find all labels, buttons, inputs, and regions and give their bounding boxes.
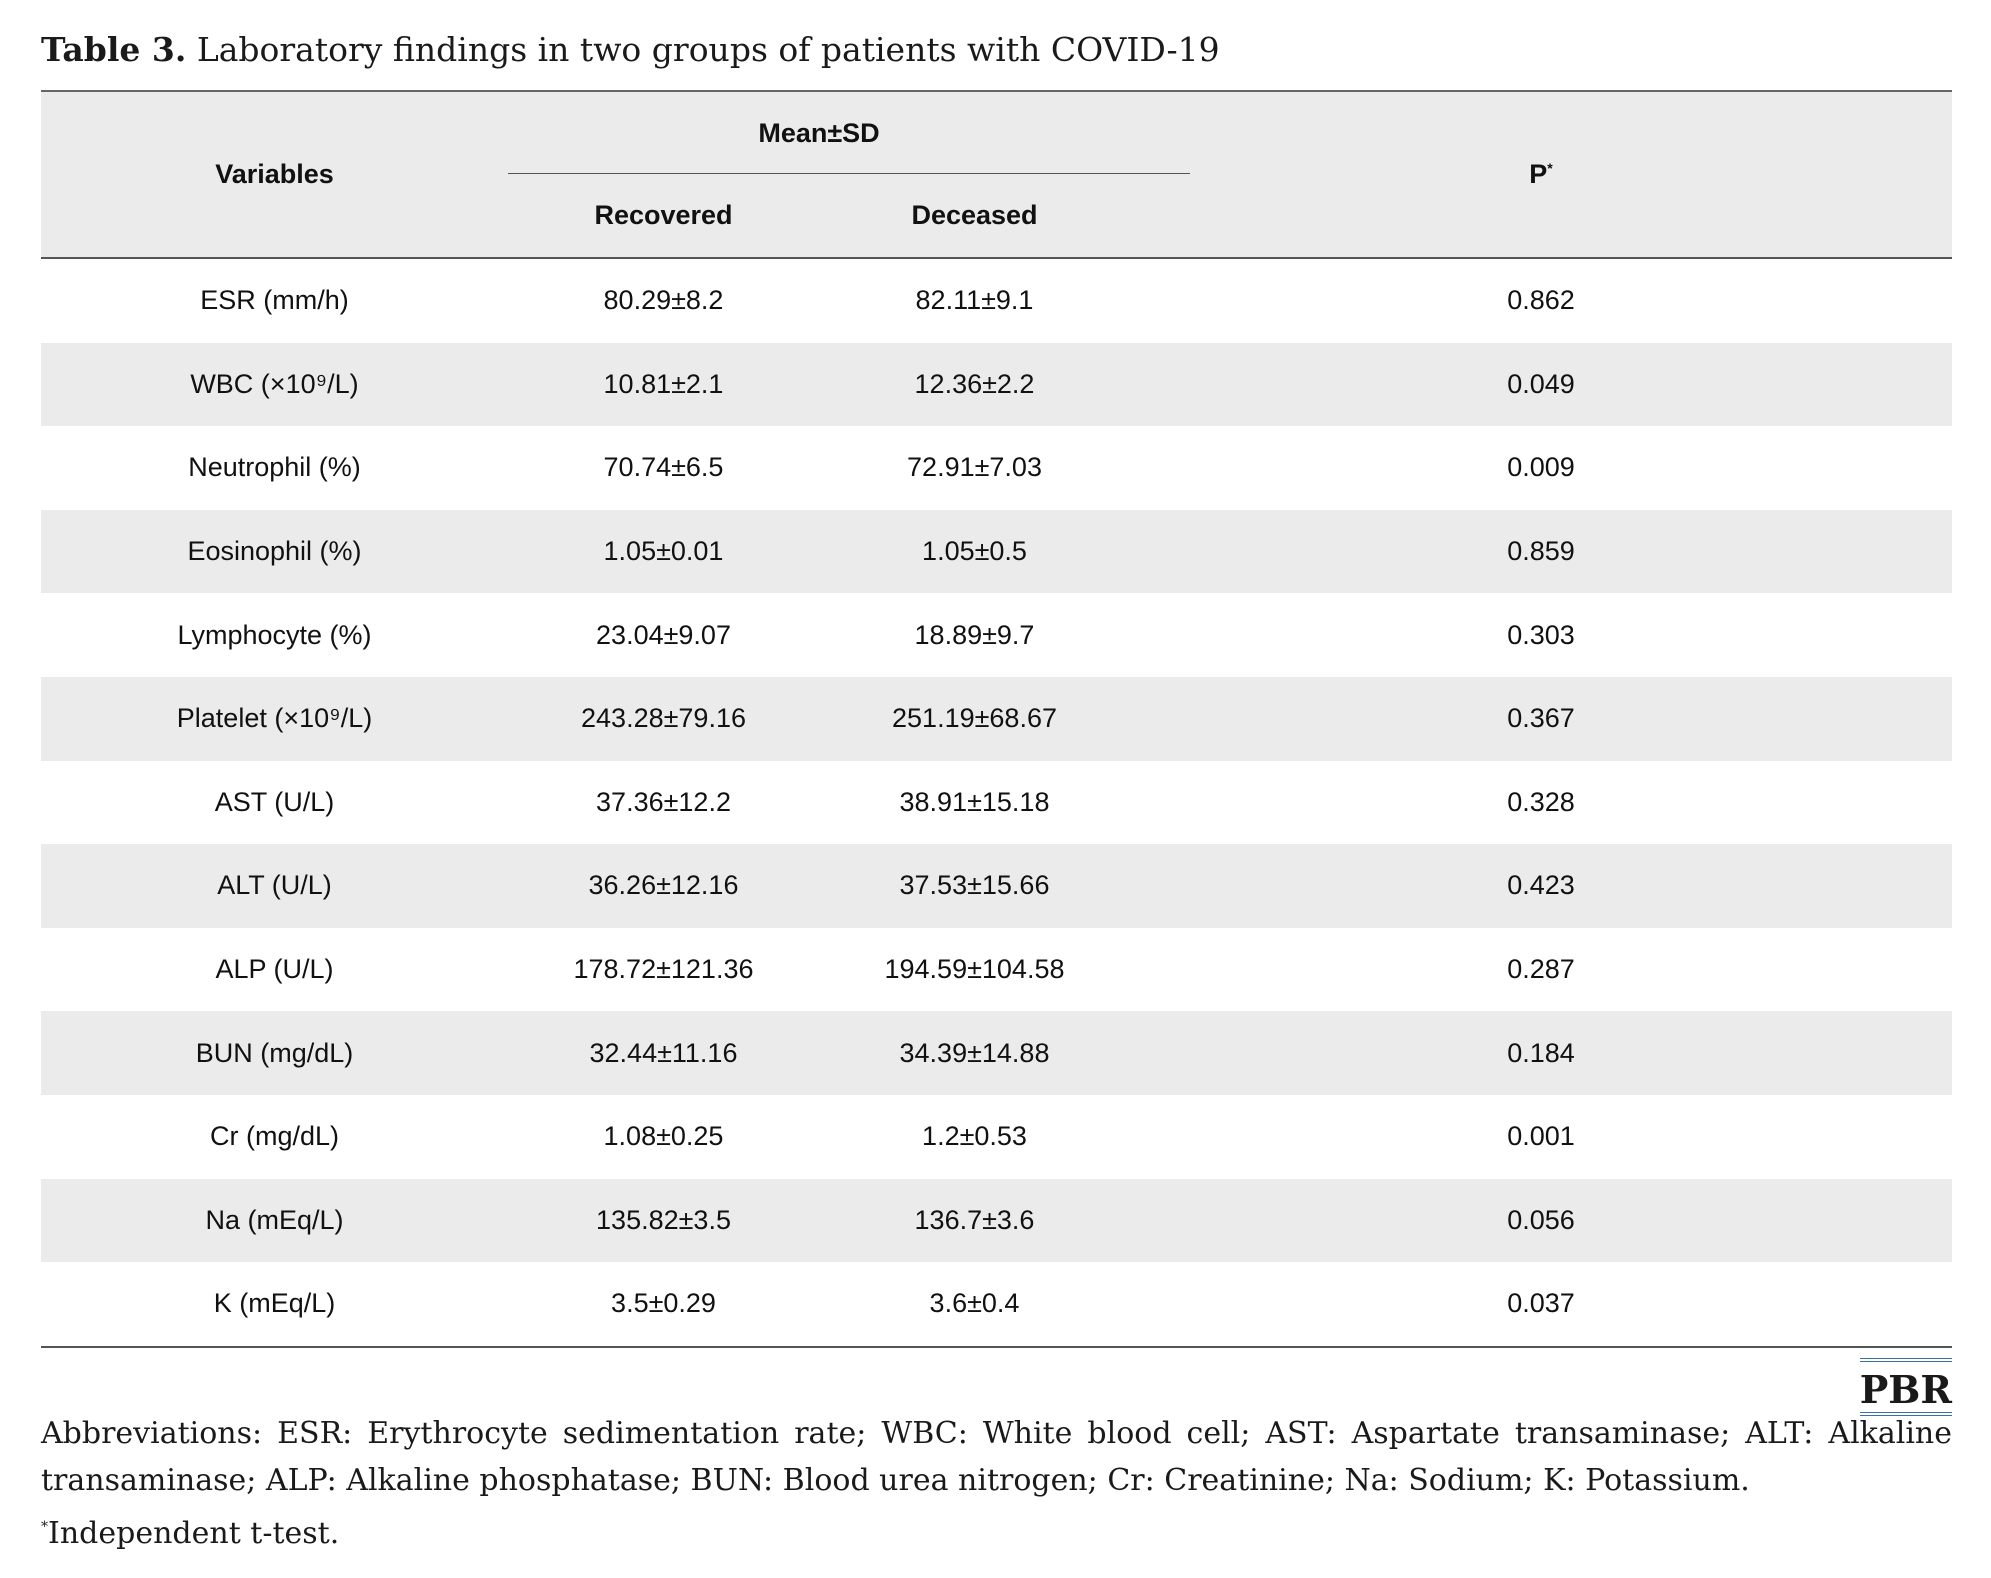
- table-row: [41, 343, 1952, 427]
- cell-variable: Neutrophil (%): [188, 452, 361, 483]
- caption-label: Table 3.: [41, 30, 187, 69]
- abbreviations-footnote: Abbreviations: ESR: Erythrocyte sedimentation rate; WBC: White blood cell; AST: Aspartate transaminase; ALT: Alkaline transaminase; ALP: Alkaline phosphatase; BUN: Blood urea nitrogen; Cr: Creatinine; Na: Sodium; K: Potassium.: [41, 1416, 1952, 1498]
- cell-recovered: 32.44±11.16: [508, 1011, 819, 1095]
- cell-p-value: 0.303: [1507, 619, 1575, 650]
- cell-deceased: 82.11±9.1: [915, 285, 1034, 316]
- cell-deceased: 18.89±9.7: [914, 619, 1035, 650]
- cell-deceased: 37.53±15.66: [819, 844, 1130, 928]
- table-row: [41, 1179, 1952, 1263]
- cell-deceased: 194.59±104.58: [884, 954, 1065, 985]
- header-deceased: Deceased: [819, 174, 1130, 258]
- footnote-text: Independent t-test.: [48, 1516, 340, 1551]
- cell-variable: Na (mEq/L): [41, 1179, 508, 1263]
- cell-deceased: 12.36±2.2: [819, 343, 1130, 427]
- table-row: [41, 761, 1952, 845]
- cell-recovered: 135.82±3.5: [508, 1179, 819, 1263]
- table-row: [41, 928, 1952, 1012]
- cell-p-value: 0.037: [1130, 1262, 1952, 1347]
- header-row-group: [41, 91, 1952, 174]
- cell-variable: ESR (mm/h): [200, 285, 349, 316]
- table-row: [41, 426, 1952, 510]
- header-p-value: [1130, 91, 1952, 258]
- cell-deceased: 34.39±14.88: [819, 1011, 1130, 1095]
- table-row: [41, 1011, 1952, 1095]
- cell-variable: ALP (U/L): [215, 954, 334, 985]
- pbr-logo: PBR: [1860, 1358, 1952, 1416]
- header-p-label: P: [1529, 159, 1548, 189]
- cell-p-value: 0.367: [1130, 677, 1952, 761]
- cell-recovered: 70.74±6.5: [603, 452, 724, 483]
- cell-deceased: 1.2±0.53: [922, 1121, 1027, 1152]
- footnote-mark: *: [41, 1519, 48, 1535]
- table-row: [41, 844, 1952, 928]
- table-row: [41, 593, 1952, 677]
- test-footnote: [41, 1512, 339, 1556]
- header-variables: Variables: [41, 91, 508, 258]
- cell-recovered: 1.05±0.01: [508, 510, 819, 594]
- cell-p-value: 0.184: [1130, 1011, 1952, 1095]
- cell-p-value: 0.009: [1507, 452, 1575, 483]
- cell-variable: Lymphocyte (%): [177, 619, 372, 650]
- cell-deceased: 72.91±7.03: [907, 452, 1042, 483]
- cell-variable: Cr (mg/dL): [209, 1121, 339, 1152]
- cell-variable: K (mEq/L): [41, 1262, 508, 1347]
- cell-p-value: 0.423: [1130, 844, 1952, 928]
- cell-p-value: 0.287: [1507, 954, 1575, 985]
- cell-recovered: 37.36±12.2: [596, 786, 731, 817]
- cell-recovered: 3.5±0.29: [508, 1262, 819, 1347]
- cell-deceased: 3.6±0.4: [819, 1262, 1130, 1347]
- cell-recovered: 243.28±79.16: [508, 677, 819, 761]
- cell-p-value: 0.328: [1507, 786, 1575, 817]
- cell-deceased: 251.19±68.67: [819, 677, 1130, 761]
- cell-recovered: 10.81±2.1: [508, 343, 819, 427]
- cell-recovered: 23.04±9.07: [596, 619, 731, 650]
- table-row: [41, 1262, 1952, 1347]
- cell-variable: AST (U/L): [214, 786, 335, 817]
- cell-recovered: 80.29±8.2: [603, 285, 724, 316]
- cell-recovered: 36.26±12.16: [508, 844, 819, 928]
- caption-text: Laboratory findings in two groups of patients with COVID-19: [186, 30, 1220, 69]
- group-divider-line: [508, 173, 1190, 174]
- cell-deceased: 38.91±15.18: [899, 786, 1050, 817]
- table-row: [41, 677, 1952, 761]
- table-row: [41, 1095, 1952, 1179]
- header-p-mark: *: [1547, 160, 1553, 176]
- cell-deceased: 1.05±0.5: [819, 510, 1130, 594]
- cell-deceased: 136.7±3.6: [819, 1179, 1130, 1263]
- cell-variable: Eosinophil (%): [41, 510, 508, 594]
- header-mean-sd: [508, 91, 1130, 174]
- cell-variable: WBC (×10⁹/L): [41, 343, 508, 427]
- cell-p-value: 0.859: [1130, 510, 1952, 594]
- table-row: [41, 258, 1952, 343]
- lab-findings-table: [41, 90, 1952, 1348]
- table-row: [41, 510, 1952, 594]
- cell-variable: BUN (mg/dL): [41, 1011, 508, 1095]
- header-recovered: Recovered: [508, 174, 819, 258]
- cell-recovered: 178.72±121.36: [573, 954, 754, 985]
- header-mean-sd-label: Mean±SD: [758, 117, 880, 148]
- table-caption: [41, 28, 1220, 72]
- cell-p-value: 0.049: [1130, 343, 1952, 427]
- cell-variable: Platelet (×10⁹/L): [41, 677, 508, 761]
- cell-recovered: 1.08±0.25: [603, 1121, 724, 1152]
- cell-p-value: 0.056: [1130, 1179, 1952, 1263]
- cell-p-value: 0.862: [1507, 285, 1575, 316]
- cell-p-value: 0.001: [1507, 1121, 1575, 1152]
- cell-variable: ALT (U/L): [41, 844, 508, 928]
